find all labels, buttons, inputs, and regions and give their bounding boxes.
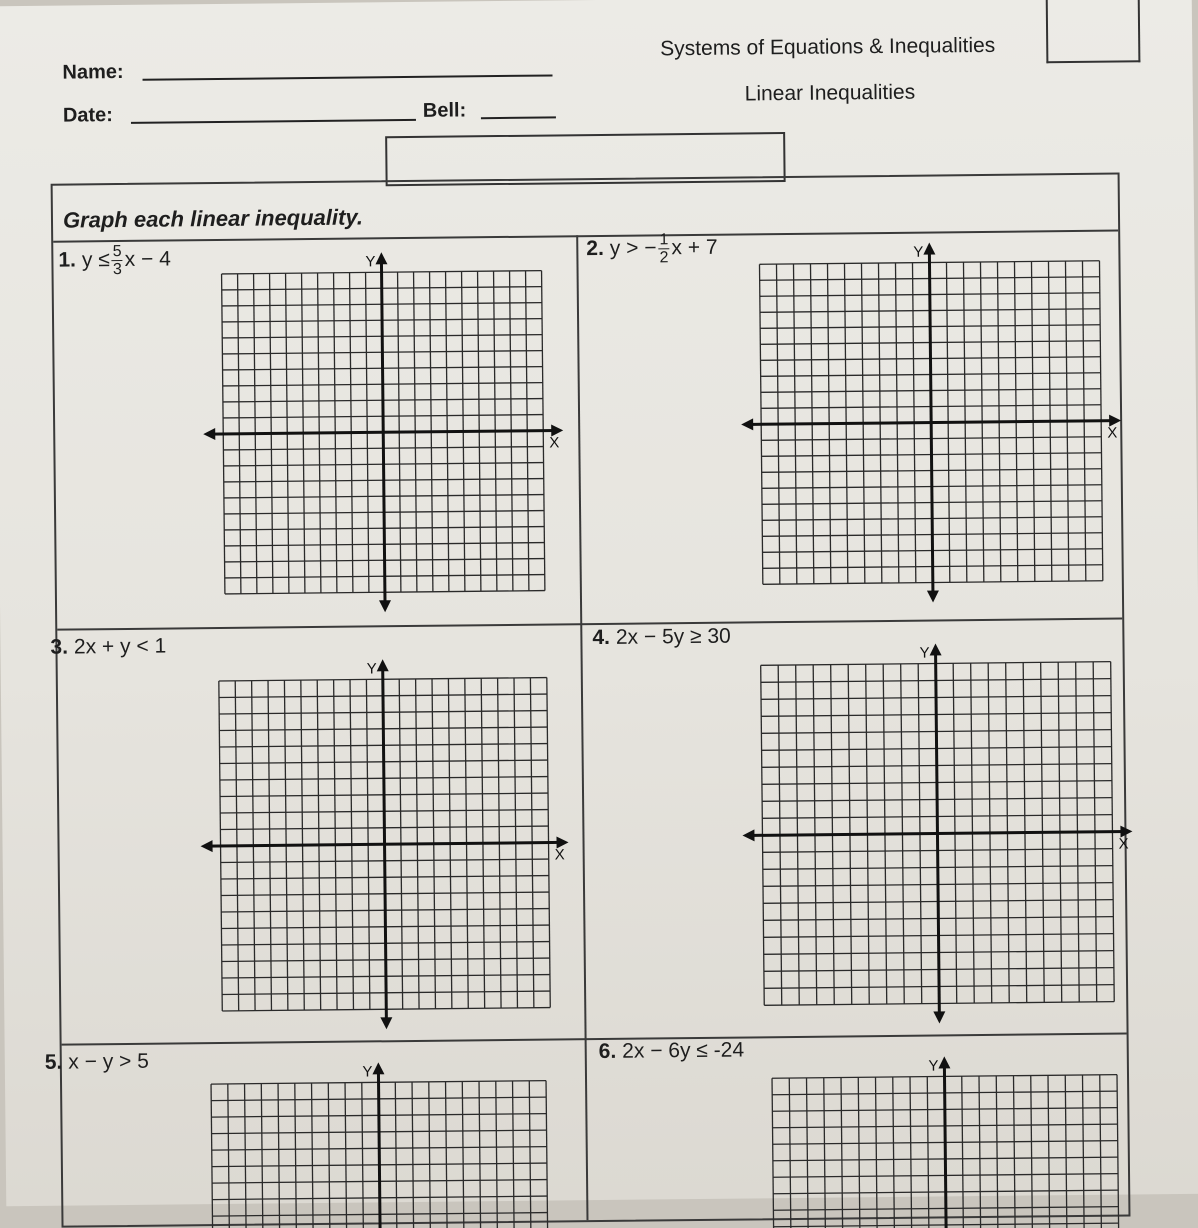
- y-axis-label: Y: [366, 660, 377, 678]
- x-axis: [207, 842, 563, 846]
- instruction-text: Graph each linear inequality.: [62, 204, 364, 233]
- y-axis: [944, 1062, 948, 1228]
- name-field[interactable]: [143, 74, 553, 80]
- graph-6-grid[interactable]: [760, 1052, 1142, 1216]
- x-axis: [209, 430, 557, 434]
- problem-1-label: 1. y ≤ $\frac{5}{3}$ x − 4: [58, 242, 171, 279]
- graph-5-grid[interactable]: [203, 1055, 565, 1219]
- y-axis-arrow-icon: [927, 590, 939, 602]
- y-axis-label: Y: [928, 1057, 939, 1075]
- y-axis-arrow-icon: [938, 1056, 950, 1068]
- y-axis-label: Y: [919, 644, 930, 662]
- x-axis-arrow-icon: [741, 418, 753, 430]
- topic-title: Linear Inequalities: [744, 80, 916, 106]
- y-axis-arrow-icon: [380, 1017, 392, 1029]
- x-axis-label: X: [1107, 424, 1118, 442]
- y-axis-arrow-icon: [375, 252, 387, 264]
- x-axis: [748, 831, 1126, 835]
- y-axis-arrow-icon: [923, 242, 935, 254]
- y-axis-arrow-icon: [372, 1062, 384, 1074]
- unit-title: Systems of Equations & Inequalities: [660, 33, 996, 61]
- y-axis-label: Y: [913, 243, 924, 261]
- bell-label: Bell:: [422, 99, 467, 122]
- name-label: Name:: [62, 60, 124, 84]
- bell-field[interactable]: [481, 116, 556, 119]
- score-box[interactable]: [1046, 0, 1141, 63]
- x-axis-label: X: [549, 434, 560, 452]
- y-axis-label: Y: [365, 253, 376, 271]
- date-label: Date:: [62, 104, 114, 127]
- x-axis-label: X: [554, 846, 565, 864]
- x-axis-arrow-icon: [200, 840, 212, 852]
- graph-3-grid[interactable]: [201, 652, 585, 1041]
- y-axis-label: Y: [362, 1063, 373, 1081]
- y-axis-arrow-icon: [377, 659, 389, 671]
- problem-5-label: 5. x − y > 5: [44, 1049, 149, 1074]
- y-axis-arrow-icon: [929, 643, 941, 655]
- x-axis: [747, 421, 1115, 425]
- problem-4-label: 4. 2x − 5y ≥ 30: [592, 624, 731, 650]
- date-field[interactable]: [131, 119, 416, 124]
- x-axis-label: X: [1118, 835, 1129, 853]
- y-axis-arrow-icon: [379, 600, 391, 612]
- graph-2-grid[interactable]: [741, 232, 1135, 606]
- x-axis-arrow-icon: [203, 428, 215, 440]
- problem-2-label: 2. y > − $\frac{1}{2}$ x + 7: [586, 231, 718, 267]
- graph-1-grid[interactable]: [201, 248, 575, 622]
- graph-4-grid[interactable]: [745, 639, 1139, 1028]
- y-axis-arrow-icon: [933, 1011, 945, 1023]
- problem-6-label: 6. 2x − 6y ≤ -24: [598, 1038, 745, 1064]
- problem-3-label: 3. 2x + y < 1: [50, 634, 167, 659]
